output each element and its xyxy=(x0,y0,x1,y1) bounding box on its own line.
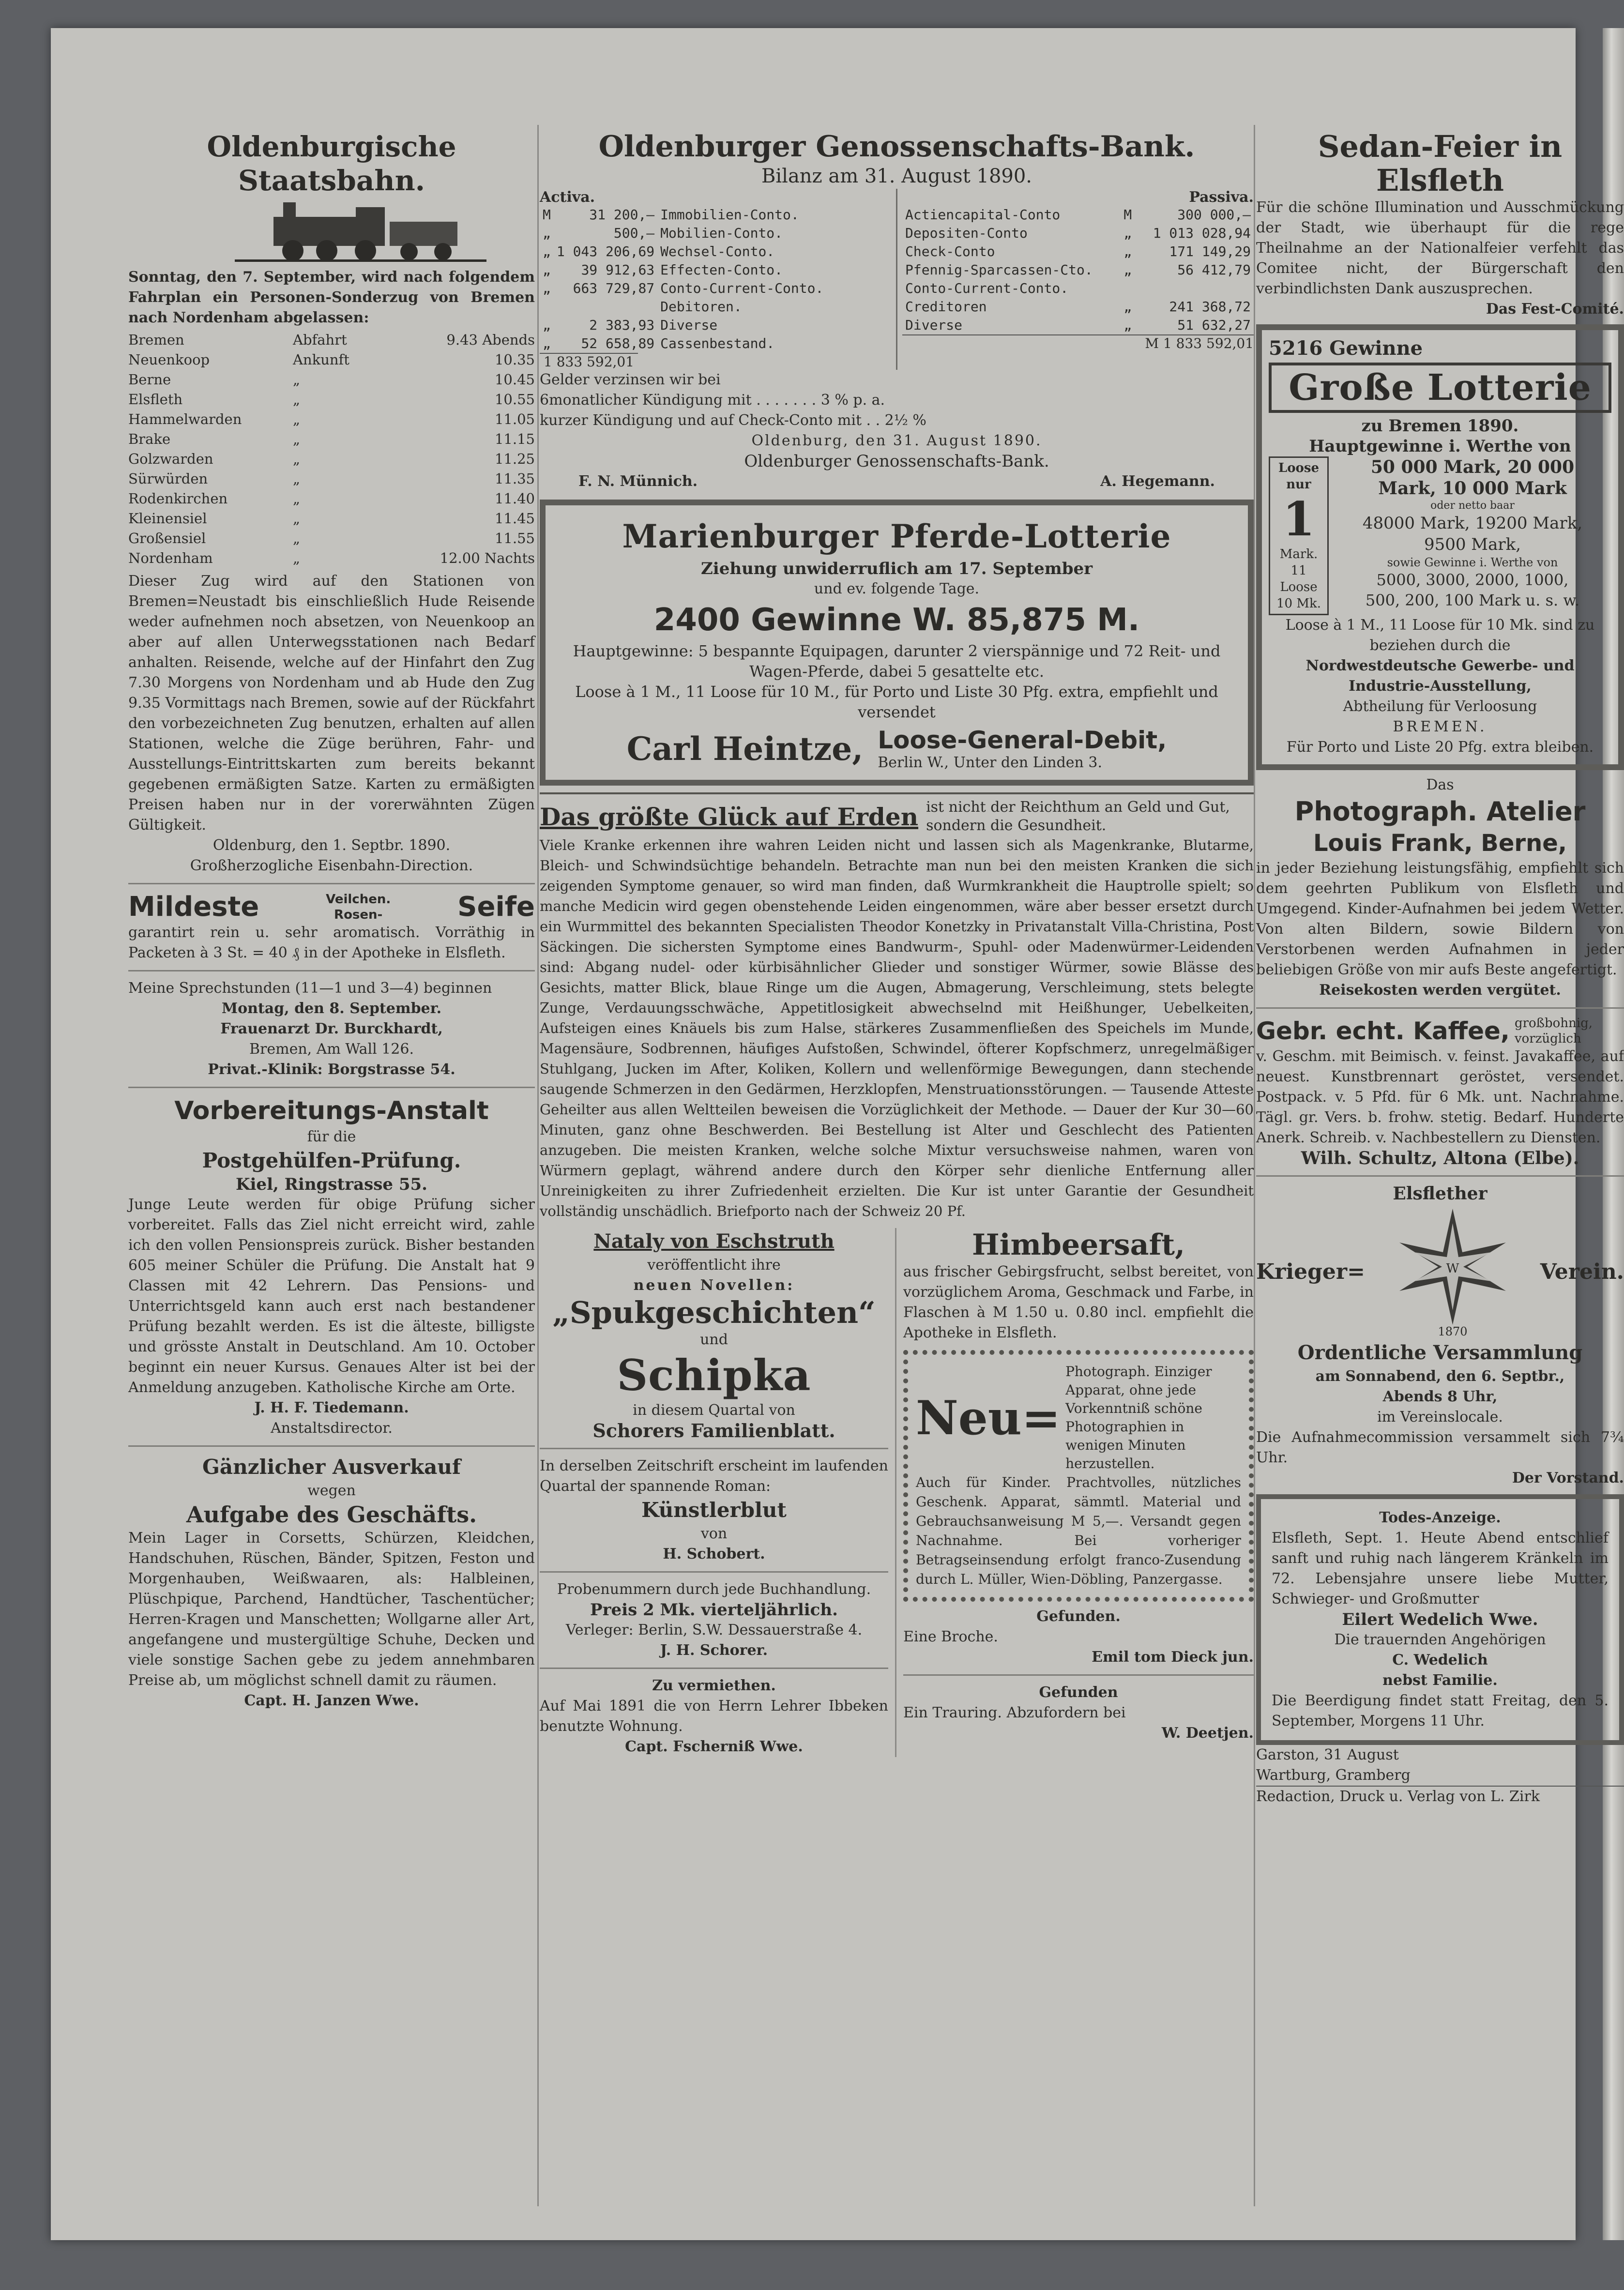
coffee-right: großbohnig, vorzüglich xyxy=(1514,1016,1593,1046)
prize-1: 50 000 Mark, 20 000 xyxy=(1370,457,1575,477)
passiva-amount: 1 013 028,94 xyxy=(1153,225,1251,241)
novel-publisher-name: J. H. Schorer. xyxy=(660,1642,768,1659)
novel-probe: Probenummern durch jede Buchhandlung. xyxy=(557,1581,871,1598)
footer-line-1: Garston, 31 August xyxy=(1256,1746,1399,1763)
school-address: Kiel, Ringstrasse 55. xyxy=(235,1175,428,1194)
prize-8: 500, 200, 100 Mark u. s. w. xyxy=(1365,591,1580,609)
timetable-mode: „ xyxy=(293,391,301,408)
photo-apparatus-body: Auch für Kinder. Prachtvolles, nützliches Geschenk. Apparat, sämmtl. Material und Gebrauchsanweisung M 5,—. Versandt gegen Nachnahme. Bei vorheriger Betragseinsendung erfolgt franco-Zusendung durch L. Müller, Wien-Döbling, Panzergasse. xyxy=(916,1474,1241,1587)
ticket-label: Loose nur xyxy=(1278,461,1320,492)
passiva-cur: „ xyxy=(1123,299,1132,315)
timetable-row xyxy=(128,330,535,350)
timetable-row xyxy=(128,409,535,429)
bank-subtitle: Bilanz am 31. August 1890. xyxy=(761,165,1032,187)
activa-label: Diverse xyxy=(660,317,718,333)
veterans-banner xyxy=(1256,1204,1624,1339)
activa-label: Cassenbestand. xyxy=(660,335,775,351)
school-for: für die xyxy=(307,1128,356,1145)
passiva-label: Check-Conto xyxy=(905,243,995,259)
meeting-body: Die Aufnahmecommission versammelt sich 7¾ Uhr. xyxy=(1256,1429,1624,1466)
death-funeral: Die Beerdigung findet statt Freitag, den 5. September, Morgens 11 Uhr. xyxy=(1272,1692,1609,1729)
horse-lottery-main: Hauptgewinne: 5 bespannte Equipagen, darunter 2 vierspännige und 72 Reit- und Wagen-Pferde, dabei 5 gesattelte etc. xyxy=(573,642,1221,681)
doctor-address: Bremen, Am Wall 126. xyxy=(249,1041,414,1058)
ticket-unit: Mark. xyxy=(1279,547,1318,561)
grand-lottery-ad xyxy=(1256,324,1624,770)
novel-publisher: Verleger: Berlin, S.W. Dessauerstraße 4. xyxy=(565,1622,863,1638)
activa-table xyxy=(540,206,826,353)
health-body: Viele Kranke erkennen ihre wahren Leiden nicht und lassen sich als Magenkranke, Blutarme, Bleich- und Schwindsüchtige behandeln. Betrachte man nun bei den meisten Kranken die sich zeigenden Symptome genauer, so wird man finden, daß Wurmkrankheit die Hauptrolle spielt; so manche Medicin wird gegen obenstehende Leiden eingenommen, wäre aber besser ersetzt durch ein Wurmmittel des bekannten Specialisten Theodor Konetzky in Privatanstalt Villa-Christina, Post Säckingen. Die sichersten Symptome eines Bandwurm-, Spuhl- oder Madenwürmer-Leidenden sind: Abgang nudel- oder kürbisähnlicher Glieder und sonstiger Würmer, sowie Blässe des Gesichts, matter Blick, blaue Ringe um die Augen, Abmagerung, Verschleimung, stets belegte Zunge, Verdauungsschwäche, Appetitlosigkeit abwechselnd mit Heißhunger, Uebelkeiten, Aufsteigen eines Knäuels bis zum Halse, stärkeres Zusammenfließen des Speichels im Munde, Magensäure, Sodbrennen, häufiges Aufstoßen, Schwindel, öfterer Kopfschmerz, unregelmäßiger Stuhlgang, Jucken im After, Koliken, Kollern und wellenförmige Bewegungen, dann stechende saugende Schmerzen in den Gedärmen, Herzklopfen, Menstruationsstörungen. — Tausende Atteste Geheilter aus allen Weltteilen beweisen die Vorzüglichkeit der Methode. — Dauer der Kur 30—60 Minuten, ganz ohne Beschwerden. Bei Bestellung ist Alter und Geschlecht des Patienten anzugeben. Die meisten Kranken, welche solche Mixtur versuchsweise nahmen, waren von Würmern geplagt, während andere durch den Körper sehr dienliche Entfernung aller Unreinigkeiten zu ihrer Zufriedenheit erzielten. Die Kur ist unter Garantie der Gesundheit vollständig unschädlich. Briefporto nach der Schweiz 20 Pf. xyxy=(540,837,1254,1219)
found-body: Eine Broche. xyxy=(903,1628,998,1645)
horse-lottery-ad xyxy=(540,500,1254,786)
atelier-body: in jeder Beziehung leistungsfähig, empfiehlt sich dem geehrten Publikum von Elsfleth und Umgegend. Kinder-Aufnahmen bei jedem Wetter. Von alten Bildern, sowie Bildern von Verstorbenen werden Aufnahmen in jeder beliebigen Größe von mir aufs Beste angefertigt. xyxy=(1256,860,1624,978)
timetable-station: Bremen xyxy=(128,332,184,348)
passiva-cur xyxy=(1121,279,1137,298)
activa-row xyxy=(540,279,826,298)
timetable-row xyxy=(128,529,535,548)
bank-signer-right: A. Hegemann. xyxy=(1100,473,1215,490)
column-rule xyxy=(1254,125,1255,2206)
meeting-place: im Vereinslocale. xyxy=(1377,1409,1503,1426)
grand-lottery-dept: Abtheilung für Verloosung xyxy=(1343,698,1537,715)
activa-cur: „ xyxy=(543,317,551,333)
horse-lottery-seller xyxy=(556,726,1237,771)
divider xyxy=(903,1674,1254,1676)
sedan-body: Für die schöne Illumination und Ausschmückung der Stadt, wie überhaupt für die rege Theilnahme an der Nationalfeier verfehlt das Comitee nicht, der Bürgerschaft den verbindlichsten Dank auszusprechen. xyxy=(1256,199,1624,297)
novel-price: Preis 2 Mk. vierteljährlich. xyxy=(590,1600,838,1620)
doctor-name: Frauenarzt Dr. Burckhardt, xyxy=(220,1020,443,1037)
activa-amount: 2 383,93 xyxy=(589,317,655,333)
timetable-row xyxy=(128,489,535,509)
activa-amount: 1 043 206,69 xyxy=(556,243,655,259)
rent-title: Zu vermiethen. xyxy=(652,1677,776,1694)
school-role: Anstaltsdirector. xyxy=(271,1420,393,1437)
atelier-travel: Reisekosten werden vergütet. xyxy=(1319,982,1561,999)
activa-row xyxy=(540,298,826,316)
found-signature: Emil tom Dieck jun. xyxy=(1092,1649,1254,1666)
divider xyxy=(128,970,535,971)
sale-signature: Capt. H. Janzen Wwe. xyxy=(244,1692,419,1709)
footer-imprint: Redaction, Druck u. Verlag von L. Zirk xyxy=(1256,1786,1624,1807)
grand-lottery-banner xyxy=(1269,363,1611,413)
atelier-das: Das xyxy=(1426,776,1454,793)
found2-body: Ein Trauring. Abzufordern bei xyxy=(903,1704,1126,1721)
activa-row xyxy=(540,206,826,224)
bank-signer-left: F. N. Münnich. xyxy=(578,473,698,490)
bank-interest-2: 6monatlicher Kündigung mit . . . . . . . 3 % p. a. xyxy=(540,392,885,409)
timetable-time: 10.45 xyxy=(494,371,535,388)
timetable-mode: Ankunft xyxy=(293,351,349,368)
novel-magazine: Schorers Familienblatt. xyxy=(592,1420,835,1441)
doctor-hours: Meine Sprechstunden (11—1 und 3—4) beginnen xyxy=(128,980,492,997)
activa-cur: „ xyxy=(543,280,551,296)
passiva-amount: 300 000,— xyxy=(1177,207,1251,223)
grand-lottery-buy: Loose à 1 M., 11 Loose für 10 Mk. sind zu beziehen durch die xyxy=(1285,617,1595,654)
passiva-cur: M xyxy=(1123,207,1132,223)
divider xyxy=(128,1087,535,1088)
health-ad xyxy=(540,792,1254,1221)
passiva-amount xyxy=(1137,279,1254,298)
horse-lottery-days: und ev. folgende Tage. xyxy=(814,580,980,597)
timetable-mode: „ xyxy=(293,490,301,507)
divider xyxy=(128,883,535,884)
activa-label: Debitoren. xyxy=(660,299,742,315)
timetable-station: Kleinensiel xyxy=(128,510,207,527)
bank-title: Oldenburger Genossenschafts-Bank. xyxy=(598,130,1195,164)
timetable-time: 11.15 xyxy=(494,431,535,447)
timetable-station: Berne xyxy=(128,371,171,388)
passiva-cur: „ xyxy=(1123,317,1132,333)
railway-date: Oldenburg, den 1. Septbr. 1890. xyxy=(212,837,451,854)
balance-sheet xyxy=(540,189,1254,370)
school-title: Vorbereitungs-Anstalt xyxy=(174,1096,489,1125)
footer-line-2: Wartburg, Gramberg xyxy=(1256,1767,1411,1784)
timetable-station: Brake xyxy=(128,431,171,447)
column-right xyxy=(1256,130,1624,1807)
passiva-heading: Passiva. xyxy=(1189,189,1254,206)
passiva-row xyxy=(902,224,1254,243)
horse-lottery-prizes: 2400 Gewinne W. 85,875 M. xyxy=(653,602,1140,638)
found2-signature: W. Deetjen. xyxy=(1161,1725,1254,1742)
activa-label: Immobilien-Conto. xyxy=(660,207,799,223)
divider xyxy=(540,1571,888,1573)
novel-von: von xyxy=(700,1525,728,1542)
passiva-label: Pfennig-Sparcassen-Cto. xyxy=(905,262,1093,278)
passiva-row xyxy=(902,243,1254,261)
activa-amount: 39 912,63 xyxy=(581,262,655,278)
timetable-time: 11.45 xyxy=(494,510,535,527)
sale-subtitle: Aufgabe des Geschäfts. xyxy=(186,1501,477,1528)
rent-signature: Capt. Fscherniß Wwe. xyxy=(625,1738,803,1755)
soap-body: garantirt rein u. sehr aromatisch. Vorräthig in Packeten à 3 St. = 40 ₰ in der Apotheke in Elsfleth. xyxy=(128,924,535,961)
passiva-label: Depositen-Conto xyxy=(905,225,1028,241)
sedan-title: Sedan-Feier in Elsfleth xyxy=(1318,129,1563,198)
grand-lottery-title: Große Lotterie xyxy=(1289,367,1592,409)
lower-middle xyxy=(540,1228,1254,1757)
seller-address: Berlin W., Unter den Linden 3. xyxy=(878,754,1103,771)
divider xyxy=(540,1668,888,1669)
passiva-total: M 1 833 592,01 xyxy=(902,334,1254,351)
doctor-clinic: Privat.-Klinik: Borgstrasse 54. xyxy=(208,1061,455,1078)
activa-cur: „ xyxy=(543,225,551,241)
passiva-amount: 171 149,29 xyxy=(1169,243,1251,259)
veterans-right: Verein. xyxy=(1540,1259,1624,1284)
sale-body: Mein Lager in Corsetts, Schürzen, Kleidchen, Handschuhen, Rüschen, Bänder, Spitzen, Feston und Morgenhauben, Weißwaaren, als: Halbleinen, Plüschpique, Parchend, Handtücher, Taschentücher; Herren-Kragen und Manschetten; Wollgarne aller Art, angefangene und mustergültige Schuhe, Decken und viele sonstige Sachen gebe zu jedem annehmbaren Preise ab, um möglichst schnell damit zu räumen. xyxy=(128,1530,535,1689)
balance-divider xyxy=(896,189,897,370)
grand-lottery-city: BREMEN. xyxy=(1393,718,1487,735)
activa-row xyxy=(540,224,826,243)
death-mourners: Die trauernden Angehörigen xyxy=(1334,1631,1546,1648)
novel-ad xyxy=(540,1228,888,1757)
timetable-station: Rodenkirchen xyxy=(128,490,228,507)
found-title: Gefunden. xyxy=(1036,1608,1121,1625)
prize-3: oder netto baar xyxy=(1430,500,1515,512)
death-name: Eilert Wedelich Wwe. xyxy=(1342,1610,1538,1629)
passiva-row xyxy=(902,261,1254,279)
passiva-label: Conto-Current-Conto. xyxy=(905,280,1069,296)
photo-apparatus-ad xyxy=(903,1350,1254,1602)
novel-and: und xyxy=(700,1331,728,1348)
meeting-date: am Sonnabend, den 6. Septbr., xyxy=(1315,1368,1565,1385)
grand-lottery-porto: Für Porto und Liste 20 Pfg. extra bleiben. xyxy=(1286,739,1594,756)
passiva-side xyxy=(902,189,1254,370)
timetable-row xyxy=(128,390,535,409)
timetable-time: 11.25 xyxy=(494,451,535,467)
novel-publishes: veröffentlicht ihre xyxy=(647,1257,781,1274)
seller-debit: Loose-General-Debit, xyxy=(878,726,1167,754)
horse-lottery-price: Loose à 1 M., 11 Loose für 10 M., für Porto und Liste 30 Pfg. extra, empfiehlt und versendet xyxy=(575,682,1218,721)
timetable-time: 11.05 xyxy=(494,411,535,427)
timetable-row xyxy=(128,469,535,489)
activa-amount: 500,— xyxy=(613,225,655,241)
timetable-mode: Abfahrt xyxy=(293,332,347,348)
novel-roman-author: H. Schobert. xyxy=(663,1546,765,1562)
ticket-bulk: 11 Loose 10 Mk. xyxy=(1276,563,1321,611)
iron-cross-icon xyxy=(1390,1204,1516,1339)
death-family: nebst Familie. xyxy=(1382,1672,1498,1689)
grand-lottery-main: Hauptgewinne i. Werthe von xyxy=(1309,437,1571,456)
timetable-mode: „ xyxy=(293,451,301,467)
timetable-station: Hammelwarden xyxy=(128,411,242,427)
death-title: Todes-Anzeige. xyxy=(1379,1509,1501,1526)
passiva-row xyxy=(902,206,1254,224)
locomotive-icon xyxy=(128,197,535,265)
activa-cur: „ xyxy=(543,243,551,259)
new-label: Neu= xyxy=(916,1390,1061,1445)
novel-same: In derselben Zeitschrift erscheint im laufenden Quartal der spannende Roman: xyxy=(540,1457,888,1495)
timetable-station: Golzwarden xyxy=(128,451,213,467)
timetable-time: 12.00 Nachts xyxy=(440,550,535,566)
activa-cur: „ xyxy=(543,335,551,351)
activa-label: Mobilien-Conto. xyxy=(660,225,783,241)
activa-row xyxy=(540,261,826,279)
railway-title: Oldenburgische Staatsbahn. xyxy=(207,130,456,197)
sale-because: wegen xyxy=(307,1482,356,1499)
timetable-mode: „ xyxy=(293,470,301,487)
atelier-name: Louis Frank, Berne, xyxy=(1313,830,1567,857)
timetable-station: Sürwürden xyxy=(128,470,208,487)
coffee-head xyxy=(1256,1016,1624,1046)
passiva-table xyxy=(902,206,1254,334)
timetable-mode: „ xyxy=(293,530,301,546)
divider xyxy=(128,1445,535,1447)
novel-author: Nataly von Eschstruth xyxy=(593,1230,835,1253)
divider xyxy=(540,1448,888,1449)
column-left xyxy=(128,130,535,1711)
timetable-time: 10.35 xyxy=(494,351,535,368)
health-title: Das größte Glück auf Erden xyxy=(540,802,919,831)
prize-7: 5000, 3000, 2000, 1000, xyxy=(1376,571,1569,589)
passiva-label: Actiencapital-Conto xyxy=(905,207,1061,223)
passiva-label: Diverse xyxy=(905,317,963,333)
timetable-mode: „ xyxy=(293,550,301,566)
timetable-mode: „ xyxy=(293,510,301,527)
passiva-amount: 56 412,79 xyxy=(1177,262,1251,278)
ticket-box xyxy=(1269,456,1329,615)
activa-heading: Activa. xyxy=(540,189,595,206)
timetable-time: 10.55 xyxy=(494,391,535,408)
veterans-head: Elsflether xyxy=(1393,1183,1487,1204)
veterans-left: Krieger= xyxy=(1256,1259,1365,1284)
novel-title-2: Schipka xyxy=(617,1350,811,1400)
doctor-date: Montag, den 8. September. xyxy=(221,1000,442,1017)
novel-new: neuen Novellen: xyxy=(633,1277,795,1294)
soap-left-word: Mildeste xyxy=(128,891,259,923)
railway-signature: Großherzogliche Eisenbahn-Direction. xyxy=(190,857,473,874)
activa-total: 1 833 592,01 xyxy=(540,353,638,370)
seller-info xyxy=(878,726,1167,771)
coffee-signature: Wilh. Schultz, Altona (Elbe). xyxy=(1301,1148,1579,1168)
timetable-row xyxy=(128,429,535,449)
atelier-title: Photograph. Atelier xyxy=(1294,796,1586,827)
column-rule xyxy=(895,1228,896,1757)
novel-roman: Künstlerblut xyxy=(641,1498,787,1522)
activa-side xyxy=(540,189,891,370)
bank-signature: Oldenburger Genossenschafts-Bank. xyxy=(744,452,1049,471)
seller-name: Carl Heintze, xyxy=(626,729,864,768)
activa-cur: M xyxy=(543,207,551,223)
passiva-amount: 51 632,27 xyxy=(1177,317,1251,333)
activa-label: Effecten-Conto. xyxy=(660,262,783,278)
meeting-signature: Der Vorstand. xyxy=(1512,1470,1624,1486)
activa-label: Conto-Current-Conto. xyxy=(660,280,824,296)
timetable-station: Neuenkoop xyxy=(128,351,210,368)
grand-lottery-org: Nordwestdeutsche Gewerbe- und Industrie-Ausstellung, xyxy=(1305,657,1575,695)
health-head xyxy=(540,798,1254,835)
prize-6: sowie Gewinne i. Werthe von xyxy=(1387,556,1558,569)
activa-cur xyxy=(540,298,554,316)
horse-lottery-title: Marienburger Pferde-Lotterie xyxy=(622,517,1171,555)
activa-amount: 31 200,— xyxy=(589,207,655,223)
school-body: Junge Leute werden für obige Prüfung sicher vorbereitet. Falls das Ziel nicht erreicht wird, zahle ich den vollen Pensionspreis zurück. Bisher bestanden 605 meiner Schüler die Prüfung. Die Anstalt hat 9 Classen mit 42 Lehrern. Das Pensions- und Unterrichtsgeld kann auch erst nach bestandener Prüfung bezahlt werden. Es ist die älteste, billigste und grösste Anstalt in Deutschland. Am 10. October beginnt ein neuer Kursus. Genaues Alter ist bei der Anmeldung anzugeben. Katholische Kirche am Orte. xyxy=(128,1196,535,1396)
timetable-mode: „ xyxy=(293,411,301,427)
rent-body: Auf Mai 1891 die von Herrn Lehrer Ibbeken benutzte Wohnung. xyxy=(540,1698,888,1735)
bank-interest-1: Gelder verzinsen wir bei xyxy=(540,371,721,388)
passiva-cur: „ xyxy=(1123,262,1132,278)
timetable-row xyxy=(128,548,535,568)
column-rule xyxy=(537,125,539,2206)
coffee-body: v. Geschm. mit Beimisch. v. feinst. Javakaffee, auf neuest. Kunstbrennart geröstet, versendet. Postpack. v. 5 Pfd. für 6 Mk. unt. Nachnahme. Tägl. gr. Vers. b. frohw. stetig. Bedarf. Hunderte Anerk. Schreib. v. Nachbestellern zu Diensten. xyxy=(1256,1048,1624,1146)
timetable-row xyxy=(128,449,535,469)
cross-year: 1870 xyxy=(1438,1325,1468,1338)
passiva-label: Creditoren xyxy=(905,299,987,315)
found2-title: Gefunden xyxy=(1039,1684,1118,1701)
school-signature: J. H. F. Tiedemann. xyxy=(254,1399,409,1416)
sedan-signature: Das Fest-Comité. xyxy=(1486,301,1624,318)
activa-amount: 52 658,89 xyxy=(581,335,655,351)
timetable-time: 11.55 xyxy=(494,530,535,546)
divider xyxy=(1256,1007,1624,1009)
cross-letter: W xyxy=(1446,1261,1459,1276)
novel-title-1: „Spukgeschichten“ xyxy=(552,1295,876,1330)
soap-ad xyxy=(128,891,535,923)
railway-body: Dieser Zug wird auf den Stationen von Bremen=Neustadt bis einschließlich Hude Reisende weder aufnehmen noch absetzen, von Neuenkoop an aber auf allen Unterwegsstationen nach Bedarf anhalten. Reisende, welche auf der Hinfahrt den Zug 7.30 Morgens von Nordenham und ab Hude den Zug 9.35 Vormittags nach Bremen, sowie auf der Rückfahrt den vorbezeichneten Zug benutzen, erhalten auf allen Stationen, welche die Züge berühren, Fahr- und Ausstellungs-Eintrittskarten zum bereits bekannt gegebenen ermäßigten Satze. Karten zu ermäßigten Preisen haben nur in der vorerwähnten Zügen Gültigkeit. xyxy=(128,573,535,834)
activa-row xyxy=(540,243,826,261)
divider xyxy=(1256,1175,1624,1177)
death-body: Elsfleth, Sept. 1. Heute Abend entschlief sanft und ruhig nach längerem Kränkeln im 72. Lebensjahre unsere liebe Mutter, Schwieger- und Großmutter xyxy=(1272,1530,1609,1608)
timetable-time: 11.40 xyxy=(494,490,535,507)
meeting-title: Ordentliche Versammlung xyxy=(1297,1341,1583,1364)
photo-apparatus-head xyxy=(916,1363,1241,1473)
activa-amount xyxy=(554,298,657,316)
bank-signers xyxy=(540,471,1254,492)
passiva-row xyxy=(902,298,1254,316)
timetable-station: Elsfleth xyxy=(128,391,183,408)
horse-lottery-draw: Ziehung unwiderruflich am 17. September xyxy=(700,559,1093,578)
column-middle xyxy=(540,130,1254,1757)
timetable-time: 9.43 Abends xyxy=(446,332,535,348)
raspberry-body: aus frischer Gebirgsfrucht, selbst bereitet, von vorzüglichem Aroma, Geschmack und Farbe, in Flaschen à M 1.50 u. 0.80 incl. empfiehlt die Apotheke in Elsfleth. xyxy=(903,1263,1254,1341)
timetable-row xyxy=(128,350,535,370)
timetable xyxy=(128,330,535,568)
timetable-time: 11.35 xyxy=(494,470,535,487)
passiva-amount: 241 368,72 xyxy=(1169,299,1251,315)
activa-cur: „ xyxy=(543,262,551,278)
railway-intro: Sonntag, den 7. September, wird nach folgendem Fahrplan ein Personen-Sonderzug von Bremen nach Nordenham abgelassen: xyxy=(128,269,535,326)
timetable-row xyxy=(128,370,535,390)
activa-label: Wechsel-Conto. xyxy=(660,243,775,259)
activa-row xyxy=(540,316,826,334)
meeting-time: Abends 8 Uhr, xyxy=(1382,1388,1498,1405)
death-notice xyxy=(1256,1494,1624,1745)
sale-title: Gänzlicher Ausverkauf xyxy=(202,1455,461,1479)
timetable-station: Nordenham xyxy=(128,550,213,566)
passiva-row xyxy=(902,316,1254,334)
bank-interest-3: kurzer Kündigung und auf Check-Conto mit . . 2½ % xyxy=(540,412,926,429)
page-content xyxy=(51,28,1624,2240)
pharmacy-column xyxy=(903,1228,1254,1757)
prize-2: Mark, 10 000 Mark xyxy=(1378,478,1567,499)
bank-date: Oldenburg, den 31. August 1890. xyxy=(751,432,1042,449)
timetable-mode: „ xyxy=(293,431,301,447)
passiva-cur: „ xyxy=(1123,225,1132,241)
timetable-station: Großensiel xyxy=(128,530,206,546)
prize-list xyxy=(1334,456,1611,615)
grand-lottery-prizes xyxy=(1269,456,1611,615)
passiva-row xyxy=(902,279,1254,298)
soap-right-word: Seife xyxy=(457,891,535,923)
soap-types: Veilchen. Rosen- xyxy=(326,892,391,922)
passiva-cur: „ xyxy=(1123,243,1132,259)
novel-quarter: in diesem Quartal von xyxy=(633,1402,795,1419)
ticket-price: 1 xyxy=(1282,492,1315,546)
health-title-2: ist nicht der Reichthum an Geld und Gut, sondern die Gesundheit. xyxy=(926,799,1230,834)
school-subtitle: Postgehülfen-Prüfung. xyxy=(202,1149,461,1172)
coffee-title: Gebr. echt. Kaffee, xyxy=(1256,1017,1510,1045)
death-signature: C. Wedelich xyxy=(1392,1652,1488,1668)
grand-lottery-count: 5216 Gewinne xyxy=(1269,337,1423,360)
timetable-row xyxy=(128,509,535,529)
activa-row xyxy=(540,334,826,353)
grand-lottery-place: zu Bremen 1890. xyxy=(1361,416,1519,436)
raspberry-title: Himbeersaft, xyxy=(972,1228,1185,1262)
prize-4: 48000 Mark, 19200 Mark, xyxy=(1362,514,1583,533)
activa-amount: 663 729,87 xyxy=(573,280,655,296)
prize-5: 9500 Mark, xyxy=(1424,535,1521,554)
photo-apparatus-intro: Photograph. Einziger Apparat, ohne jede Vorkenntniß schöne Photographien in wenigen Minuten herzustellen. xyxy=(1065,1364,1212,1471)
timetable-mode: „ xyxy=(293,371,301,388)
